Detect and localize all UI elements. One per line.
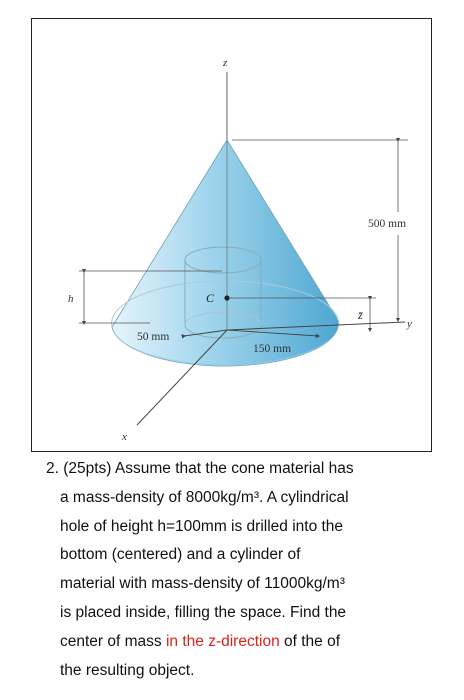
z-axis-label: z xyxy=(223,57,228,69)
problem-line xyxy=(46,599,446,628)
problem-text-segment: of the of xyxy=(279,632,341,650)
radius-150-label: 150 mm xyxy=(253,343,292,355)
y-axis-label: y xyxy=(407,318,412,330)
problem-text-segment: center of mass xyxy=(60,632,166,650)
problem-text-segment: a mass-density of 8000kg/m³. A cylindrical xyxy=(60,488,349,506)
center-label: C xyxy=(206,291,215,305)
problem-text-segment: 2. (25pts) Assume that the cone material has xyxy=(46,460,354,477)
problem-line xyxy=(46,628,446,657)
problem-statement xyxy=(46,455,446,685)
problem-text-segment: bottom (centered) and a cylinder of xyxy=(60,546,301,564)
problem-line xyxy=(46,570,446,599)
h-label: h xyxy=(68,293,74,305)
radius-50-label: 50 mm xyxy=(137,331,170,343)
problem-line xyxy=(46,541,446,570)
problem-text-segment: is placed inside, filling the space. Find the xyxy=(60,603,347,621)
problem-line xyxy=(46,657,446,686)
problem-line xyxy=(46,513,446,542)
problem-text-segment: the resulting object. xyxy=(60,661,195,679)
zbar-label: z̄ xyxy=(358,308,363,322)
problem-line xyxy=(46,455,446,484)
center-point xyxy=(224,295,229,300)
x-axis-label: x xyxy=(122,431,127,443)
dimension-500-label: 500 mm xyxy=(368,218,407,230)
problem-text-segment: hole of height h=100mm is drilled into the xyxy=(60,517,344,535)
problem-text-segment: material with mass-density of 11000kg/m³ xyxy=(60,575,345,593)
highlighted-text: in the z-direction xyxy=(165,632,280,650)
problem-line xyxy=(46,484,446,513)
